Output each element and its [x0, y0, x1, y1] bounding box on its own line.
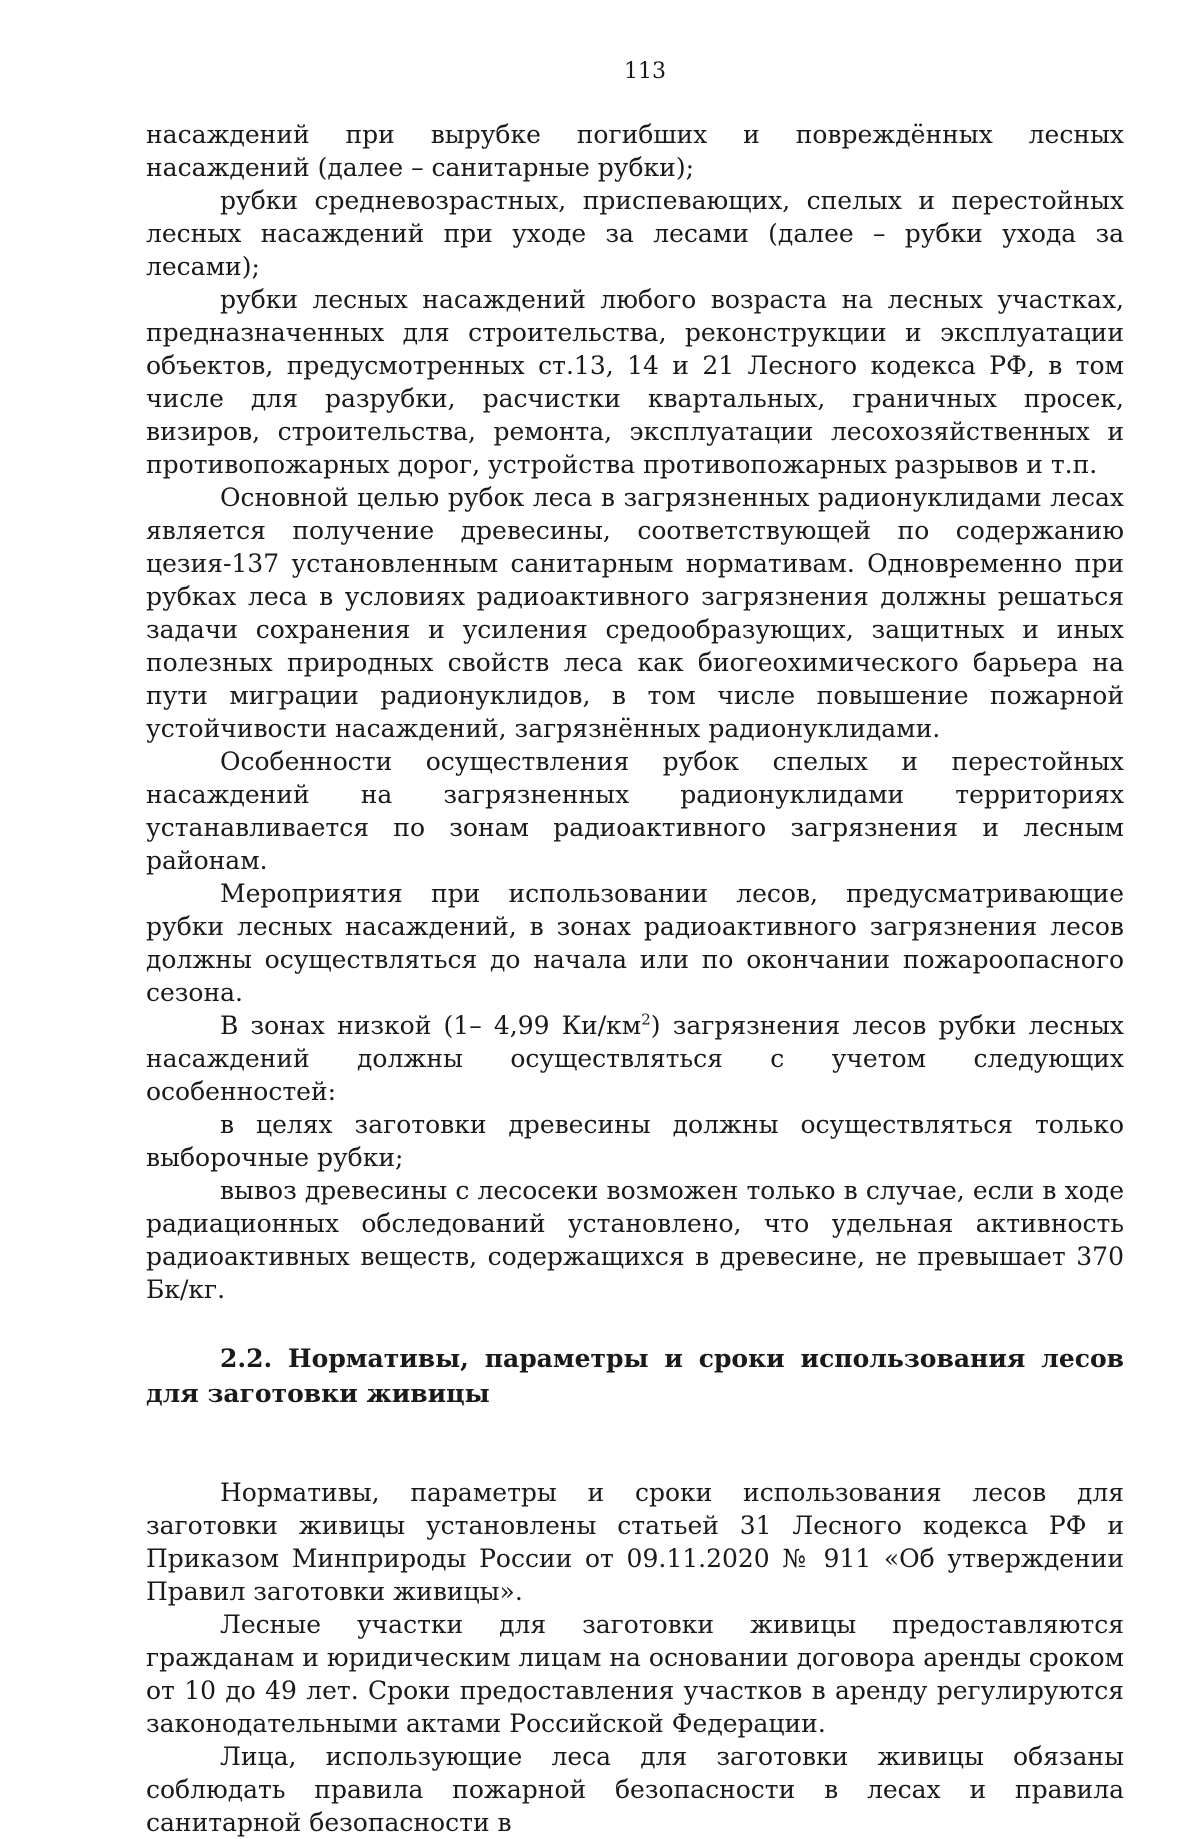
low-zone-text-before: В зонах низкой (1– 4,99 Ки/км — [220, 1011, 642, 1040]
paragraph-sanitary-cuttings: насаждений при вырубке погибших и повреждённых лесных насаждений (далее – санитарные рубки); — [146, 120, 1124, 182]
page-number: 113 — [624, 59, 666, 84]
document-page — [146, 52, 1124, 1839]
paragraph-resin-lease: Лесные участки для заготовки живицы предоставляются гражданам и юридическим лицам на основании договора аренды сроком от 10 до 49 лет. Сроки предоставления участков в аренду регулируются законодательными актами Российской Федерации. — [146, 1610, 1124, 1738]
section-heading: 2.2. Нормативы, параметры и сроки использования лесов для заготовки живицы — [146, 1344, 1124, 1408]
paragraph-measures: Мероприятия при использовании лесов, предусматривающие рубки лесных насаждений, в зонах радиоактивного загрязнения лесов должны осуществляться до начала или по окончании пожароопасного сезона. — [146, 879, 1124, 1007]
paragraph-resin-norms: Нормативы, параметры и сроки использования лесов для заготовки живицы установлены статьей 31 Лесного кодекса РФ и Приказом Минприроды России от 09.11.2020 № 911 «Об утверждении Правил заготовки живицы». — [146, 1478, 1124, 1606]
paragraph-care-cuttings: рубки средневозрастных, приспевающих, спелых и перестойных лесных насаждений при уходе за лесами (далее – рубки ухода за лесами); — [146, 186, 1124, 281]
paragraph-low-zone — [146, 1009, 1124, 1108]
paragraph-construction-cuttings: рубки лесных насаждений любого возраста на лесных участках, предназначенных для строительства, реконструкции и эксплуатации объектов, предусмотренных ст.13, 14 и 21 Лесного кодекса РФ, в том числе для разрубки, расчистки квартальных, граничных просек, визиров, строительства, ремонта, эксплуатации лесохозяйственных и противопожарных дорог, устройства противопожарных разрывов и т.п. — [146, 285, 1124, 479]
paragraph-main-goal: Основной целью рубок леса в загрязненных радионуклидами лесах является получение древесины, соответствующей по содержанию цезия-137 установленным санитарным нормативам. Одновременно при рубках леса в условиях радиоактивного загрязнения должны решаться задачи сохранения и усиления средообразующих, защитных и иных полезных природных свойств леса как биогеохимического барьера на пути миграции радионуклидов, в том числе повышение пожарной устойчивости насаждений, загрязнённых радионуклидами. — [146, 483, 1124, 743]
low-zone-superscript: 2 — [641, 1010, 651, 1029]
paragraph-selective-cuttings: в целях заготовки древесины должны осуществляться только выборочные рубки; — [146, 1110, 1124, 1172]
paragraph-resin-safety: Лица, использующие леса для заготовки живицы обязаны соблюдать правила пожарной безопасности в лесах и правила санитарной безопасности в — [146, 1742, 1124, 1837]
paragraph-timber-removal: вывоз древесины с лесосеки возможен только в случае, если в ходе радиационных обследований установлено, что удельная активность радиоактивных веществ, содержащихся в древесине, не превышает 370 Бк/кг. — [146, 1176, 1124, 1304]
paragraph-features: Особенности осуществления рубок спелых и перестойных насаждений на загрязненных радионуклидами территориях устанавливается по зонам радиоактивного загрязнения и лесным районам. — [146, 747, 1124, 875]
low-zone-text-after: ) загрязнения лесов рубки лесных насаждений должны осуществляться с учетом следующих особенностей: — [146, 1011, 1124, 1106]
